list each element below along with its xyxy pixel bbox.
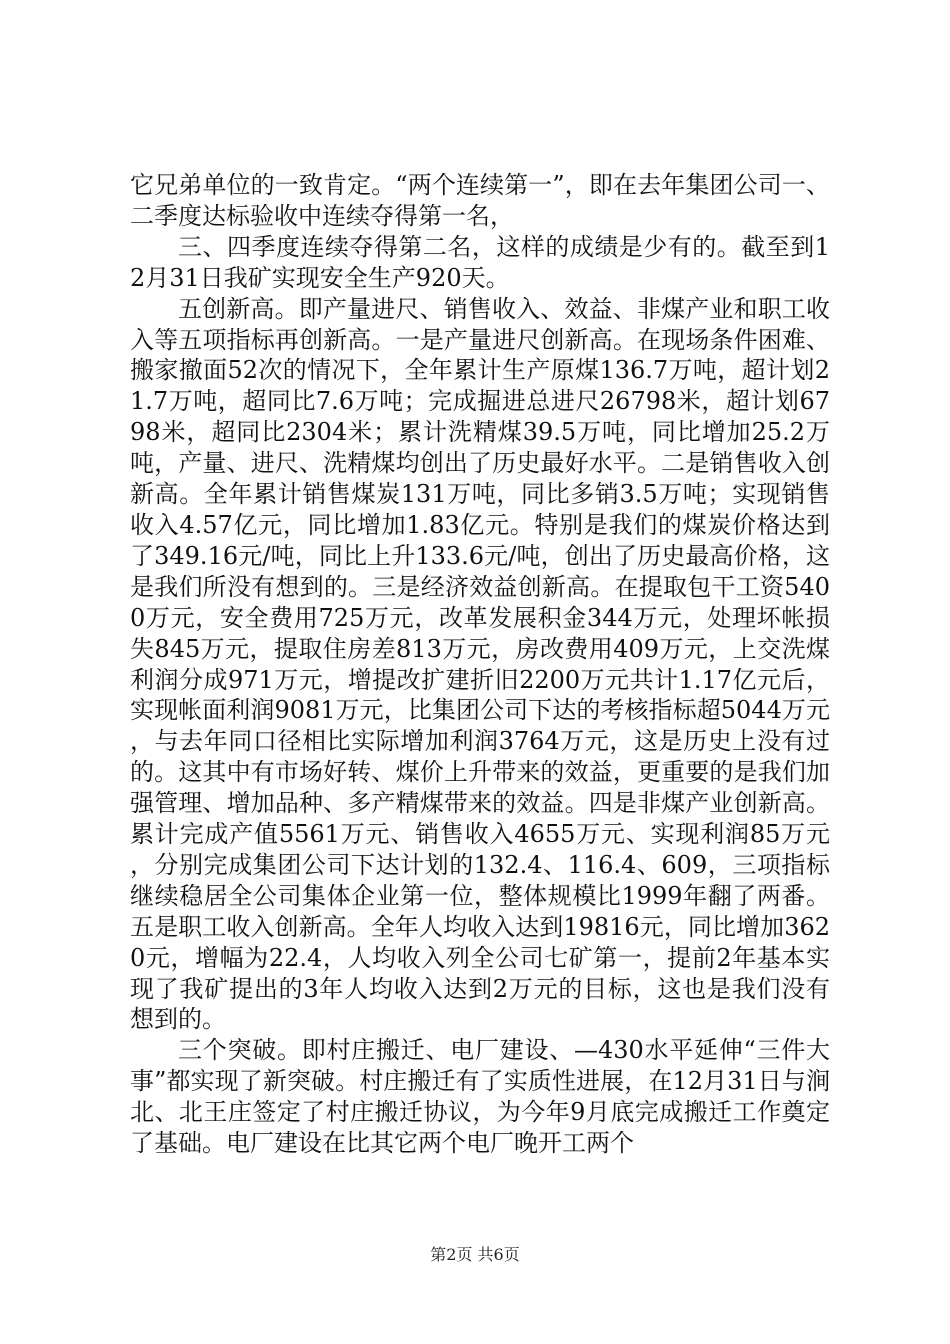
page-number-footer: 第2页 共6页 — [430, 1245, 520, 1264]
paragraph-five-new-highs: 五创新高。即产量进尺、销售收入、效益、非煤产业和职工收入等五项指标再创新高。一是产量进尺创新高。在现场条件困难、搬家撤面52次的情况下，全年累计生产原煤136.7万吨，超计划21.7万吨，超同比7.6万吨；完成掘进总进尺26798米，超计划6798米，超同比2304米；累计洗精煤39.5万吨，同比增加25.2万吨，产量、进尺、洗精煤均创出了历史最好水平。二是销售收入创新高。全年累计销售煤炭131万吨，同比多销3.5万吨；实现销售收入4.57亿元，同比增加1.83亿元。特别是我们的煤炭价格达到了349.16元/吨，同比上升133.6元/吨，创出了历史最高价格，这是我们所没有想到的。三是经济效益创新高。在提取包干工资5400万元，安全费用725万元，改革发展积金344万元，处理坏帐损失845万元，提取住房差813万元，房改费用409万元，上交洗煤利润分成971万元，增提改扩建折旧2200万元共计1.17亿元后，实现帐面利润9081万元，比集团公司下达的考核指标超5044万元，与去年同口径相比实际增加利润3764万元，这是历史上没有过的。这其中有市场好转、煤价上升带来的效益，更重要的是我们加强管理、增加品种、多产精煤带来的效益。四是非煤产业创新高。累计完成产值5561万元、销售收入4655万元、实现利润85万元，分别完成集团公司下达计划的132.4、116.4、609，三项指标继续稳居全公司集体企业第一位，整体规模比1999年翻了两番。五是职工收入创新高。全年人均收入达到19816元，同比增加3620元，增幅为22.4，人均收入列全公司七矿第一，提前2年基本实现了我矿提出的3年人均收入达到2万元的目标，这也是我们没有想到的。 — [130, 294, 830, 1034]
paragraph-quarter-ranking: 三、四季度连续夺得第二名，这样的成绩是少有的。截至到12月31日我矿实现安全生产920天。 — [130, 232, 830, 292]
paragraph-three-breakthroughs: 三个突破。即村庄搬迁、电厂建设、—430水平延伸“三件大事”都实现了新突破。村庄搬迁有了实质性进展，在12月31日与涧北、北王庄签定了村庄搬迁协议，为今年9月底完成搬迁工作奠定了基础。电厂建设在比其它两个电厂晚开工两个 — [130, 1036, 830, 1158]
body-text — [130, 170, 830, 1159]
paragraph-continuation: 它兄弟单位的一致肯定。“两个连续第一”，即在去年集团公司一、二季度达标验收中连续夺得第一名， — [130, 171, 830, 230]
